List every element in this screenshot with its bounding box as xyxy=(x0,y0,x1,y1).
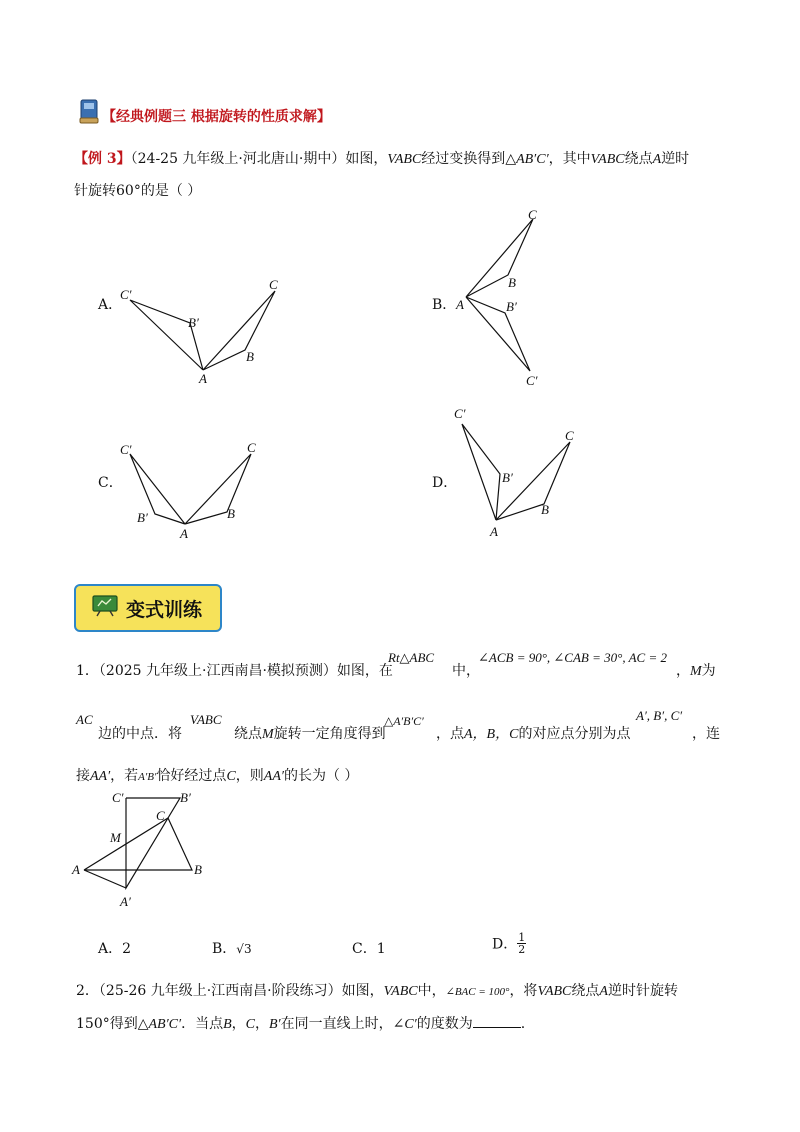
triangle-ab1c1 xyxy=(462,424,500,520)
label-c1: C′ xyxy=(526,373,538,388)
text: 恰好经过点 xyxy=(156,768,227,784)
label-b1: B′ xyxy=(502,470,513,485)
text: 为 xyxy=(701,663,716,679)
q1-option-d[interactable] xyxy=(492,932,526,955)
q1-figure xyxy=(70,786,220,911)
triangle-abc xyxy=(203,291,275,370)
label-c: C xyxy=(528,207,537,222)
text: ．当点 xyxy=(181,1016,224,1032)
q1-line2d: ，连 xyxy=(692,726,720,742)
text: 旋转一定角度得到 xyxy=(273,726,386,742)
text: ，将 xyxy=(509,983,538,999)
text: ，其中 xyxy=(548,151,591,167)
triangle-abc: VABC xyxy=(537,984,572,999)
section-title: 【经典例题三 根据旋转的性质求解】 xyxy=(102,109,331,125)
text: ，若 xyxy=(110,768,139,784)
option-d-label[interactable]: D． xyxy=(432,475,458,491)
point-c: C xyxy=(245,1017,255,1032)
point-a: A xyxy=(599,984,608,999)
point-c: C xyxy=(226,769,236,784)
text: 的长为（ ） xyxy=(283,768,359,784)
label-c1: C′ xyxy=(120,442,132,457)
segment-aa1: AA′ xyxy=(90,769,111,784)
triangle-abc xyxy=(185,454,251,524)
figure-option-b xyxy=(450,205,560,390)
banner-label: 变式训练 xyxy=(126,598,203,621)
q1-points-prime: A′, B′, C′ xyxy=(636,708,683,723)
q2-line2 xyxy=(76,1013,525,1033)
triangle-ab1c1 xyxy=(130,300,203,370)
question-source: （25-26 九年级上·江西南昌·阶段练习）如图， xyxy=(98,983,384,999)
label-c1: C′ xyxy=(112,790,124,805)
text: 边的中点．将 xyxy=(98,726,182,742)
practice-banner xyxy=(74,584,222,632)
figure-option-d xyxy=(448,402,588,547)
option-b-label[interactable]: B． xyxy=(432,297,457,313)
points-abc: A，B，C xyxy=(464,727,519,742)
text: ， xyxy=(231,1016,246,1032)
question-source: （2025 九年级上·江西南昌·模拟预测）如图，在 xyxy=(98,663,393,679)
label-a: A xyxy=(456,297,464,312)
label-a: A xyxy=(72,862,80,877)
segment-aa1 xyxy=(84,870,126,888)
point-m: M xyxy=(262,727,274,742)
option-a-label[interactable]: A． xyxy=(98,297,123,313)
label-b: B xyxy=(541,502,549,517)
option-value: 1 xyxy=(376,941,386,957)
text: 在同一直线上时， xyxy=(280,1016,393,1032)
text: ，点 xyxy=(436,726,464,742)
text: 中， xyxy=(417,983,446,999)
label-b: B xyxy=(508,275,516,290)
label-m: M xyxy=(110,830,121,845)
option-label: C． xyxy=(352,941,377,957)
q1-line3 xyxy=(76,765,358,785)
q1-option-c[interactable] xyxy=(352,938,386,958)
triangle-abc xyxy=(466,219,533,297)
question-number: 1． xyxy=(76,663,99,679)
text: 逆时针旋转 xyxy=(607,983,678,999)
angle-150: 150° xyxy=(76,1016,110,1032)
text: 逆时 xyxy=(661,151,690,167)
example-tag: 【例 3】 xyxy=(74,151,131,167)
point-a: A xyxy=(652,152,662,167)
option-label: D． xyxy=(492,936,518,953)
text: ， xyxy=(254,1016,269,1032)
triangle-abc xyxy=(84,818,192,870)
option-value: 2 xyxy=(122,941,132,957)
text: 绕点 xyxy=(234,726,262,742)
teaching-board-icon xyxy=(92,595,118,621)
label-b1: B′ xyxy=(506,299,517,314)
q1-triangle: VABC xyxy=(190,712,222,727)
angle-60: 60° xyxy=(116,183,141,199)
q1-triangle2: △A′B′C′ xyxy=(384,714,424,728)
q1-line2c xyxy=(436,723,630,743)
example3-line1 xyxy=(74,148,689,168)
q1-condition: ∠ACB = 90°, ∠CAB = 30°, AC = 2 xyxy=(478,650,667,665)
denominator: 2 xyxy=(518,943,526,956)
q1-option-b[interactable] xyxy=(212,938,252,958)
point-m: M xyxy=(690,664,702,679)
option-label: A． xyxy=(98,941,123,957)
q1-line2a xyxy=(98,723,182,743)
q1-ac: AC xyxy=(76,712,93,727)
q1-text xyxy=(676,660,716,680)
q1-option-a[interactable] xyxy=(98,938,131,958)
text: . xyxy=(520,1016,526,1032)
fraction-one-half xyxy=(517,932,526,955)
point-b1: B′ xyxy=(268,1017,281,1032)
text: ，则 xyxy=(235,768,264,784)
label-b1: B′ xyxy=(188,315,199,330)
label-c1: C′ xyxy=(120,287,132,302)
triangle-a1b1c1 xyxy=(126,798,180,888)
label-c1: C′ xyxy=(454,406,466,421)
triangle-ab1c1: △AB′C′ xyxy=(505,152,549,167)
label-b: B xyxy=(194,862,202,877)
text: 经过变换得到 xyxy=(421,151,506,167)
segment-aa1: AA′ xyxy=(263,769,284,784)
label-b: B xyxy=(246,349,254,364)
label-c: C xyxy=(565,428,574,443)
label-b: B xyxy=(227,506,235,521)
angle-bac: ∠BAC = 100° xyxy=(445,986,510,998)
label-a: A xyxy=(490,524,498,539)
text: 的度数为 xyxy=(416,1016,473,1032)
label-a: A xyxy=(180,526,188,541)
label-c: C xyxy=(269,277,278,292)
text: ， xyxy=(676,663,690,679)
q1-text: 中， xyxy=(452,663,480,679)
option-value: √3 xyxy=(236,942,252,956)
example3-line2 xyxy=(74,180,201,200)
figure-option-a xyxy=(115,275,305,390)
text: 绕点 xyxy=(624,151,653,167)
text: 得到 xyxy=(109,1016,138,1032)
segment-a1b1: A′B′ xyxy=(138,771,157,783)
numerator: 1 xyxy=(518,931,526,944)
text: 接 xyxy=(76,768,90,784)
q2-line1 xyxy=(76,980,678,1000)
label-a1: A′ xyxy=(120,894,131,909)
text: 针旋转 xyxy=(74,183,116,199)
point-b: B xyxy=(223,1017,232,1032)
angle-c1: ∠C′ xyxy=(392,1017,417,1032)
label-c: C xyxy=(247,440,256,455)
text: 绕点 xyxy=(571,983,600,999)
example-source: （24-25 九年级上·河北唐山·期中）如图， xyxy=(130,151,388,167)
label-c: C xyxy=(156,808,165,823)
q1-line1 xyxy=(76,660,393,680)
option-label: B． xyxy=(212,941,237,957)
question-number: 2． xyxy=(76,983,99,999)
figure-option-c xyxy=(115,438,275,543)
q1-line2b xyxy=(234,723,386,743)
option-c-label[interactable]: C． xyxy=(98,475,123,491)
label-b1: B′ xyxy=(137,510,148,525)
triangle-ab1c1: △AB′C′ xyxy=(137,1017,182,1032)
label-b1: B′ xyxy=(180,790,191,805)
triangle-abc: VABC xyxy=(387,152,422,167)
label-a: A xyxy=(199,371,207,386)
answer-blank[interactable] xyxy=(473,1015,521,1028)
triangle-abc: VABC xyxy=(383,984,418,999)
text: 的是（ ） xyxy=(140,183,202,199)
text: 的对应点分别为点 xyxy=(518,726,631,742)
triangle-ab1c1 xyxy=(466,297,530,371)
q1-rt-triangle: Rt△ABC xyxy=(388,650,435,665)
book-icon xyxy=(78,98,100,126)
triangle-abc: VABC xyxy=(590,152,625,167)
